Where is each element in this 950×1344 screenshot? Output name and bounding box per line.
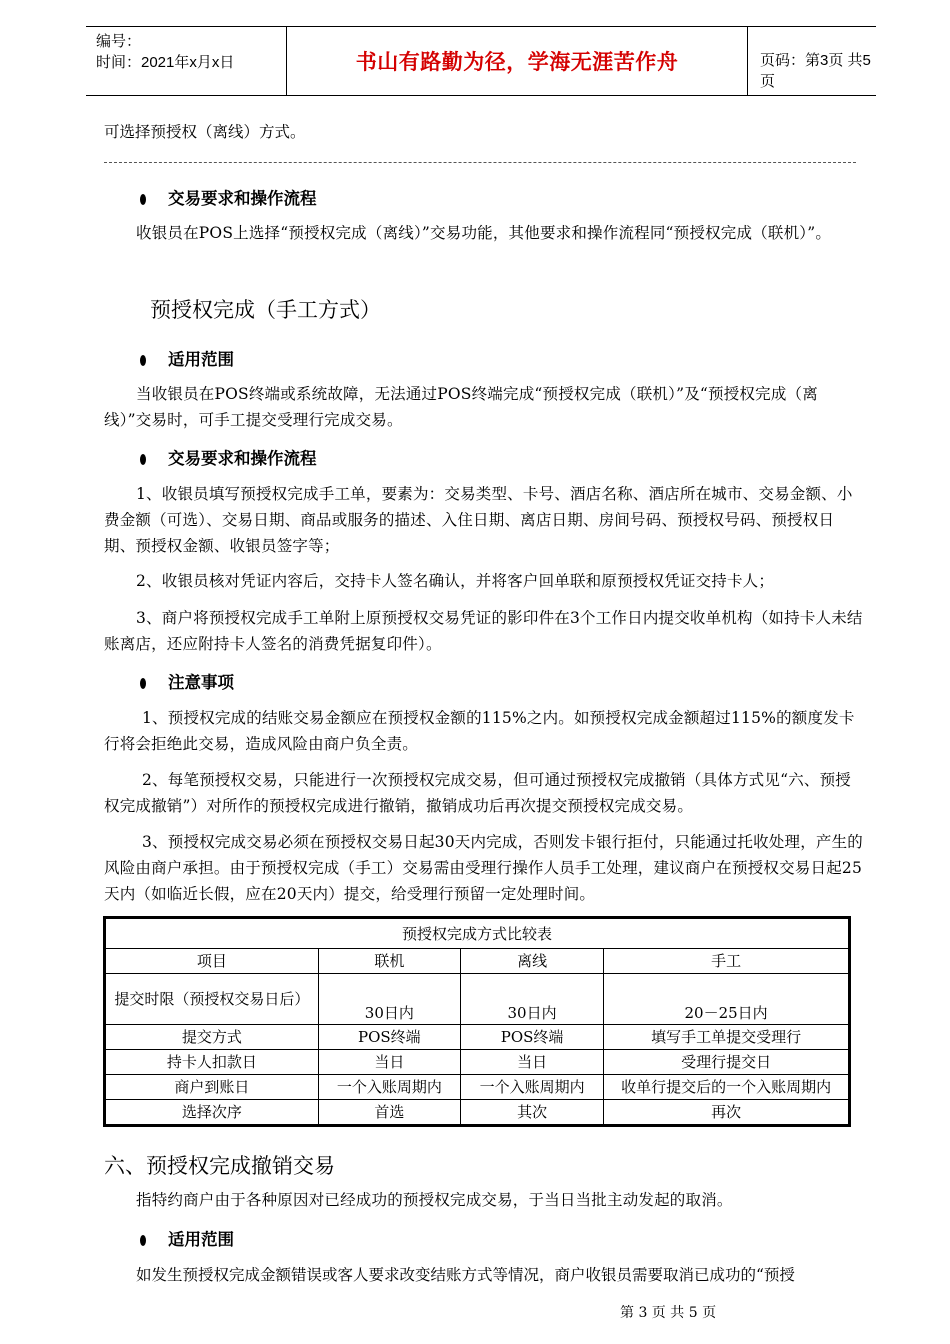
table-cell: POS终端	[460, 1025, 603, 1050]
table-caption: 预授权完成方式比较表	[105, 918, 850, 949]
table-cell: 提交时限（预授权交易日后）	[105, 974, 319, 1025]
dashed-divider	[104, 162, 856, 163]
bullet-icon	[140, 454, 146, 465]
table-cell: 首选	[318, 1100, 460, 1126]
bullet-offline-flow	[140, 185, 317, 209]
table-cell: 20－25日内	[604, 974, 850, 1025]
table-row	[105, 1025, 850, 1050]
table-row	[105, 1100, 850, 1126]
bullet-manual-flow-title: 交易要求和操作流程	[168, 449, 317, 468]
table-cell: 提交方式	[105, 1025, 319, 1050]
flow-step-3: 3、商户将预授权完成手工单附上原预授权交易凭证的影印件在3个工作日内提交收单机构（如持卡人未结账离店，还应附持卡人签名的消费凭据复印件）。	[104, 609, 863, 653]
table-cell: POS终端	[318, 1025, 460, 1050]
bullet-notes	[140, 669, 234, 693]
intro-line: 可选择预授权（离线）方式。	[104, 123, 306, 141]
flow-step-2: 2、收银员核对凭证内容后，交持卡人签名确认，并将客户回单联和原预授权凭证交持卡人；	[136, 572, 775, 590]
table-cell: 30日内	[460, 974, 603, 1025]
manual-section-title: 预授权完成（手工方式）	[150, 298, 381, 322]
table-header-cell: 项目	[105, 949, 319, 974]
comparison-table	[103, 916, 851, 1127]
table-row	[105, 974, 850, 1025]
note-2: 2、每笔预授权交易，只能进行一次预授权完成交易，但可通过预授权完成撤销（具体方式见“六、预授权完成撤销”）对所作的预授权完成进行撤销，撤销成功后再次提交预授权完成交易。	[104, 771, 851, 815]
table-cell: 当日	[318, 1050, 460, 1075]
note-3: 3、预授权完成交易必须在预授权交易日起30天内完成，否则发卡银行拒付，只能通过托收处理，产生的风险由商户承担。由于预授权完成（手工）交易需由受理行操作人员手工处理，建议商户在预授权交易日起25天内（如临近长假，应在20天内）提交，给受理行预留一定处理时间。	[104, 833, 863, 903]
table-row	[105, 1050, 850, 1075]
bullet-offline-flow-title: 交易要求和操作流程	[168, 189, 317, 208]
offline-body: 收银员在POS上选择“预授权完成（离线）”交易功能，其他要求和操作流程同“预授权完成（联机）”。	[136, 224, 832, 242]
page-header	[86, 26, 876, 96]
table-cell: 再次	[604, 1100, 850, 1126]
header-page-label: 页码：第3页 共5页	[760, 52, 871, 90]
section-six-scope-body: 如发生预授权完成金额错误或客人要求改变结账方式等情况，商户收银员需要取消已成功的“预授	[136, 1266, 795, 1284]
table-cell: 当日	[460, 1050, 603, 1075]
header-motto: 书山有路勤为径，学海无涯苦作舟	[286, 27, 748, 95]
bullet-notes-title: 注意事项	[168, 673, 234, 692]
table-cell: 其次	[460, 1100, 603, 1126]
number-label: 编号：	[96, 33, 142, 50]
section-six-intro: 指特约商户由于各种原因对已经成功的预授权完成交易，于当日当批主动发起的取消。	[136, 1191, 733, 1209]
table-cell: 商户到账日	[105, 1075, 319, 1100]
bullet-manual-scope	[140, 346, 234, 370]
bullet-icon	[140, 355, 146, 366]
time-label: 时间：2021年x月x日	[96, 54, 235, 71]
manual-scope-body: 当收银员在POS终端或系统故障，无法通过POS终端完成“预授权完成（联机）”及“预授权完成（离线）”交易时，可手工提交受理行完成交易。	[104, 385, 818, 429]
table-cell: 一个入账周期内	[460, 1075, 603, 1100]
table-header-cell: 手工	[604, 949, 850, 974]
table-cell: 填写手工单提交受理行	[604, 1025, 850, 1050]
bullet-icon	[140, 194, 146, 205]
note-1: 1、预授权完成的结账交易金额应在预授权金额的115%之内。如预授权完成金额超过115%的额度发卡行将会拒绝此交易，造成风险由商户负全责。	[104, 709, 855, 753]
bullet-six-scope	[140, 1226, 234, 1250]
table-cell: 收单行提交后的一个入账周期内	[604, 1075, 850, 1100]
table-cell: 选择次序	[105, 1100, 319, 1126]
table-header-cell: 离线	[460, 949, 603, 974]
table-header-cell: 联机	[318, 949, 460, 974]
table-header-row	[105, 949, 850, 974]
section-six-title: 六、预授权完成撤销交易	[104, 1154, 335, 1178]
bullet-icon	[140, 678, 146, 689]
header-left	[96, 31, 286, 73]
page-footer: 第 3 页 共 5 页	[620, 1305, 717, 1321]
table-row	[105, 1075, 850, 1100]
table-cell: 一个入账周期内	[318, 1075, 460, 1100]
bullet-six-scope-title: 适用范围	[168, 1230, 234, 1249]
bullet-manual-flow	[140, 445, 317, 469]
bullet-icon	[140, 1235, 146, 1246]
flow-step-1: 1、收银员填写预授权完成手工单，要素为：交易类型、卡号、酒店名称、酒店所在城市、交易金额、小费金额（可选）、交易日期、商品或服务的描述、入住日期、离店日期、房间号码、预授权号码、预授权日期、预授权金额、收银员签字等；	[104, 485, 853, 555]
bullet-manual-scope-title: 适用范围	[168, 350, 234, 369]
table-cell: 受理行提交日	[604, 1050, 850, 1075]
table-cell: 持卡人扣款日	[105, 1050, 319, 1075]
table-cell: 30日内	[318, 974, 460, 1025]
